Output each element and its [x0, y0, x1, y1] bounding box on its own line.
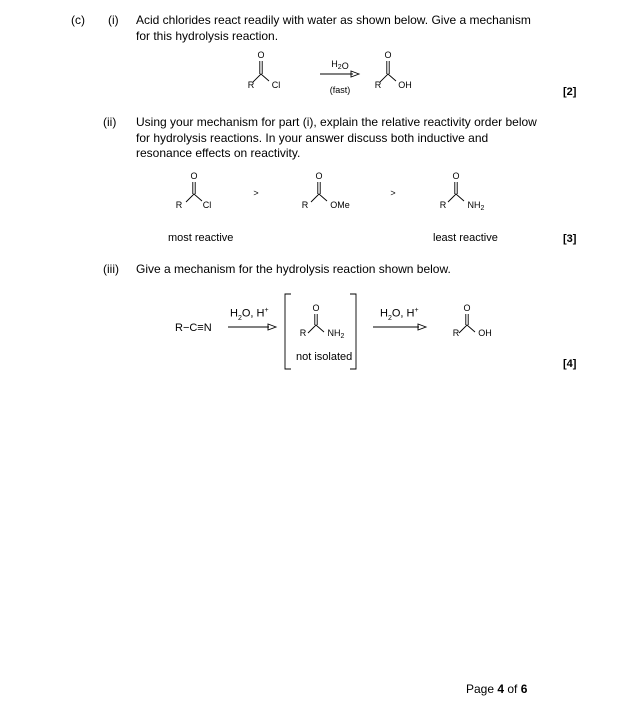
- greater-than-sign: >: [390, 188, 396, 198]
- carbonyl-oxygen-label: O: [312, 303, 320, 313]
- chloride-label: Cl: [202, 200, 212, 210]
- carbonyl-oxygen-label: O: [463, 303, 471, 313]
- r-group-label: R: [247, 80, 255, 90]
- least-reactive-label: least reactive: [433, 232, 498, 244]
- carbonyl-oxygen-label: O: [315, 171, 323, 181]
- marks-ii: [3]: [563, 233, 577, 245]
- amide-structure: [440, 171, 485, 212]
- subpart-iii-number: (iii): [103, 262, 119, 276]
- acid-chloride-hydrolysis-scheme: [240, 52, 430, 102]
- subpart-ii-number: (ii): [103, 115, 117, 129]
- chloride-label: Cl: [271, 80, 281, 90]
- reagent-label-2: $H_2O$, H+: [380, 307, 419, 322]
- amino-label: $NH_2$: [467, 200, 485, 212]
- amino-label: $NH_2$: [327, 328, 345, 340]
- most-reactive-label: most reactive: [168, 232, 234, 244]
- carbonyl-oxygen-label: O: [384, 50, 392, 60]
- carbonyl-oxygen-label: O: [452, 171, 460, 181]
- acid-chloride-structure: [248, 50, 281, 90]
- reaction-arrow: [418, 324, 426, 330]
- reagent-label-1: $H_2O$, H+: [230, 307, 269, 322]
- subpart-i-question: Acid chlorides react readily with water as shown below. Give a mechanism for this hydrolysis reaction.: [136, 13, 531, 43]
- carboxylic-acid-structure: [375, 50, 412, 90]
- amide-intermediate-structure: [300, 303, 345, 340]
- hydroxyl-label: OH: [478, 328, 492, 338]
- hydroxyl-label: OH: [398, 80, 412, 90]
- page-number: Page 4 of 6: [466, 682, 528, 696]
- r-group-label: R: [175, 200, 183, 210]
- r-group-label: R: [299, 328, 307, 338]
- nitrile-hydrolysis-scheme: [225, 290, 525, 375]
- subpart-i-number: (i): [108, 13, 119, 27]
- r-group-label: R: [452, 328, 460, 338]
- carbonyl-oxygen-label: O: [257, 50, 265, 60]
- methyl-ester-structure: [302, 171, 350, 210]
- part-label: (c): [71, 13, 85, 27]
- methoxy-label: OMe: [330, 200, 350, 210]
- marks-i: [2]: [563, 86, 577, 98]
- reaction-arrow: [268, 324, 276, 330]
- water-reagent-label: $H_2O$: [331, 59, 349, 71]
- reactivity-order-scheme: [160, 172, 510, 217]
- r-group-label: R: [301, 200, 309, 210]
- not-isolated-label: not isolated: [296, 351, 353, 363]
- carbonyl-oxygen-label: O: [190, 171, 198, 181]
- left-bracket: [285, 294, 291, 369]
- r-group-label: R: [374, 80, 382, 90]
- r-group-label: R: [439, 200, 447, 210]
- subpart-iii-question: Give a mechanism for the hydrolysis reaction shown below.: [136, 262, 451, 276]
- marks-iii: [4]: [563, 358, 577, 370]
- subpart-ii-question: Using your mechanism for part (i), explain the relative reactivity order below for hydrolysis reactions. In your answer discuss both inductive and resonance effects on reactivity.: [136, 115, 537, 160]
- greater-than-sign: >: [253, 188, 259, 198]
- acid-chloride-structure: [176, 171, 212, 210]
- carboxylic-acid-structure: [453, 303, 492, 338]
- nitrile-formula: R−C≡N: [175, 322, 212, 334]
- fast-condition-label: (fast): [329, 85, 351, 95]
